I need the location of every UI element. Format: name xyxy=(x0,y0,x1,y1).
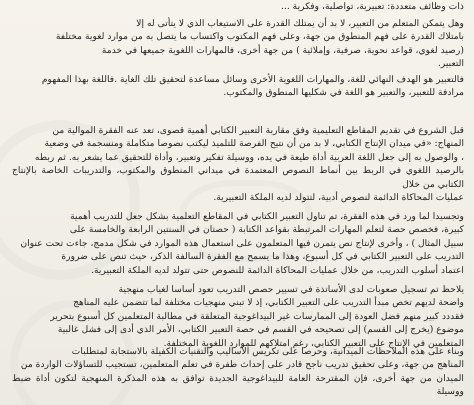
paragraph-curriculum-quote: قبل الشروع في تقديم المقاطع التعليمية وفق مقاربة التعبير الكتابي أهمية قصوى، تعد عنه الفقرة الموالية من المنهاج: «في ميدان الإنتاج الكتابي، لا بد من أن نتيح الفرصة للتلميذ ليكتب نصوصا متكاملة ومنسجمة في وضعية ، والوصول به إلى جعل اللغة العربية أداة طيعة في يده، ووسيلة تفكير وتعبير، وأداة للتحقيق عما يشعر به. ثم ربطه بالرصيد اللغوي في الربط بين أنماط النصوص المعتمدة في ميداني المنطوق والمكتوب، والتدريبات الخاصة بالإنتاج الكتابي من خلال عمليات المحاكاة الدائمة لنصوص أدبية، لتتولد لديه الملكة التعبيرية. xyxy=(12,125,464,204)
paragraph-field-observations: وبناء على هذه الملاحظات الميدانية، وحرصا على تكريس الأساليب والتقنيات الكفيلة بالاستجابة لمتطلبات المناهج من جهة، وعلى تحقيق تدريب ناجح قادر على إحداث طفرة في تعلم المتعلمين، تستجيب للتساؤلات الواردة من الميدان من جهة أخرى، فإن المقترحة العامة للبيداغوجية الجديدة توافق به هذه المذكرة المنهجية لتكون أداة ضبط ووسيلة xyxy=(12,346,464,398)
paragraph-training-sessions: وتجسيدا لما ورد في هذه الفقرة، تم تناول التعبير الكتابي في المقاطع التعلمية بشكل جعل للتدريب أهمية كبيرة، فخصص حصة لتعلم المهارات المرتبطة بقواعد الكتابة ( حصتان في السنتين الرابعة والخامسة على سبيل المثال ) ، وأخرى لإنتاج نص يتمرن فيها المتعلمون على استعمال هذه الموارد في شكل مدمج، جاءت تحت عنوان التدريب على التعبير الكتابي في كل أسبوع، وهذا ما يسمح مع الفقرة السالفة الذكر، حيث تنص على ضرورة اعتماد أسلوب التدريب، من خلال عمليات المحاكاة الدائمة للنصوص حتى تتولد لديه الملكة التعبيرية. xyxy=(20,211,464,276)
paragraph-intro-line: ذات وظائف متعددة: تعبيرية، تواصلية، وفكرية ... xyxy=(280,1,464,12)
paragraph-comprehension: وهل يتمكن المتعلم من التعبير، لا بد أن يمتلك القدرة على الاستيعاب الذي لا يتأتى له إلا بامتلاك القدرة على فهم المنطوق من جهة، وعلى فهم المكتوب واكتساب ما يتصل به من موارد لغوية مختلفة (رصيد لغوي، قواعد نحوية، صرفية، وإملائية ) من جهة أخرى، فالمهارات اللغوية جميعها في خدمة التعبير. xyxy=(55,18,464,70)
paragraph-expression-goal: فالتعبير هو الهدف النهائي للغة، والمهارات اللغوية الأخرى وسائل مساعدة لتحقيق تلك الغاية .فاللغة بهذا المفهوم مرادفة للتعبير، والتعبير هو اللغة في شكليها المنطوق والمكتوب. xyxy=(41,74,464,99)
paragraph-observed-difficulties: يلاحظ تم تسجيل صعوبات لدى الأساتذة في تسيير حصص التدريب تعود أساسا لغياب منهجية واضحة لديهم تخص مبدأ التدريب على التعبير الكتابي، إذ لا تبني منهجيات مختلفة لما تتضمن عليه المناهج فقددد كبير منهم فضل العودة إلى الممارسات غير البيداغوجية المتعلقة في مطالبة المتعلمين كل أسبوع بتحرير موضوع (يخرج إلى القسم) إلى تصحيحه في القسم في حصة التعبير الكتابي، الأمر الذي أدى إلى فشل غالبية المتعلمين في الإنتاج على التعبير الكتابي، رغم امتلاكهم للموارد اللغوية المختلفة. xyxy=(50,284,464,349)
